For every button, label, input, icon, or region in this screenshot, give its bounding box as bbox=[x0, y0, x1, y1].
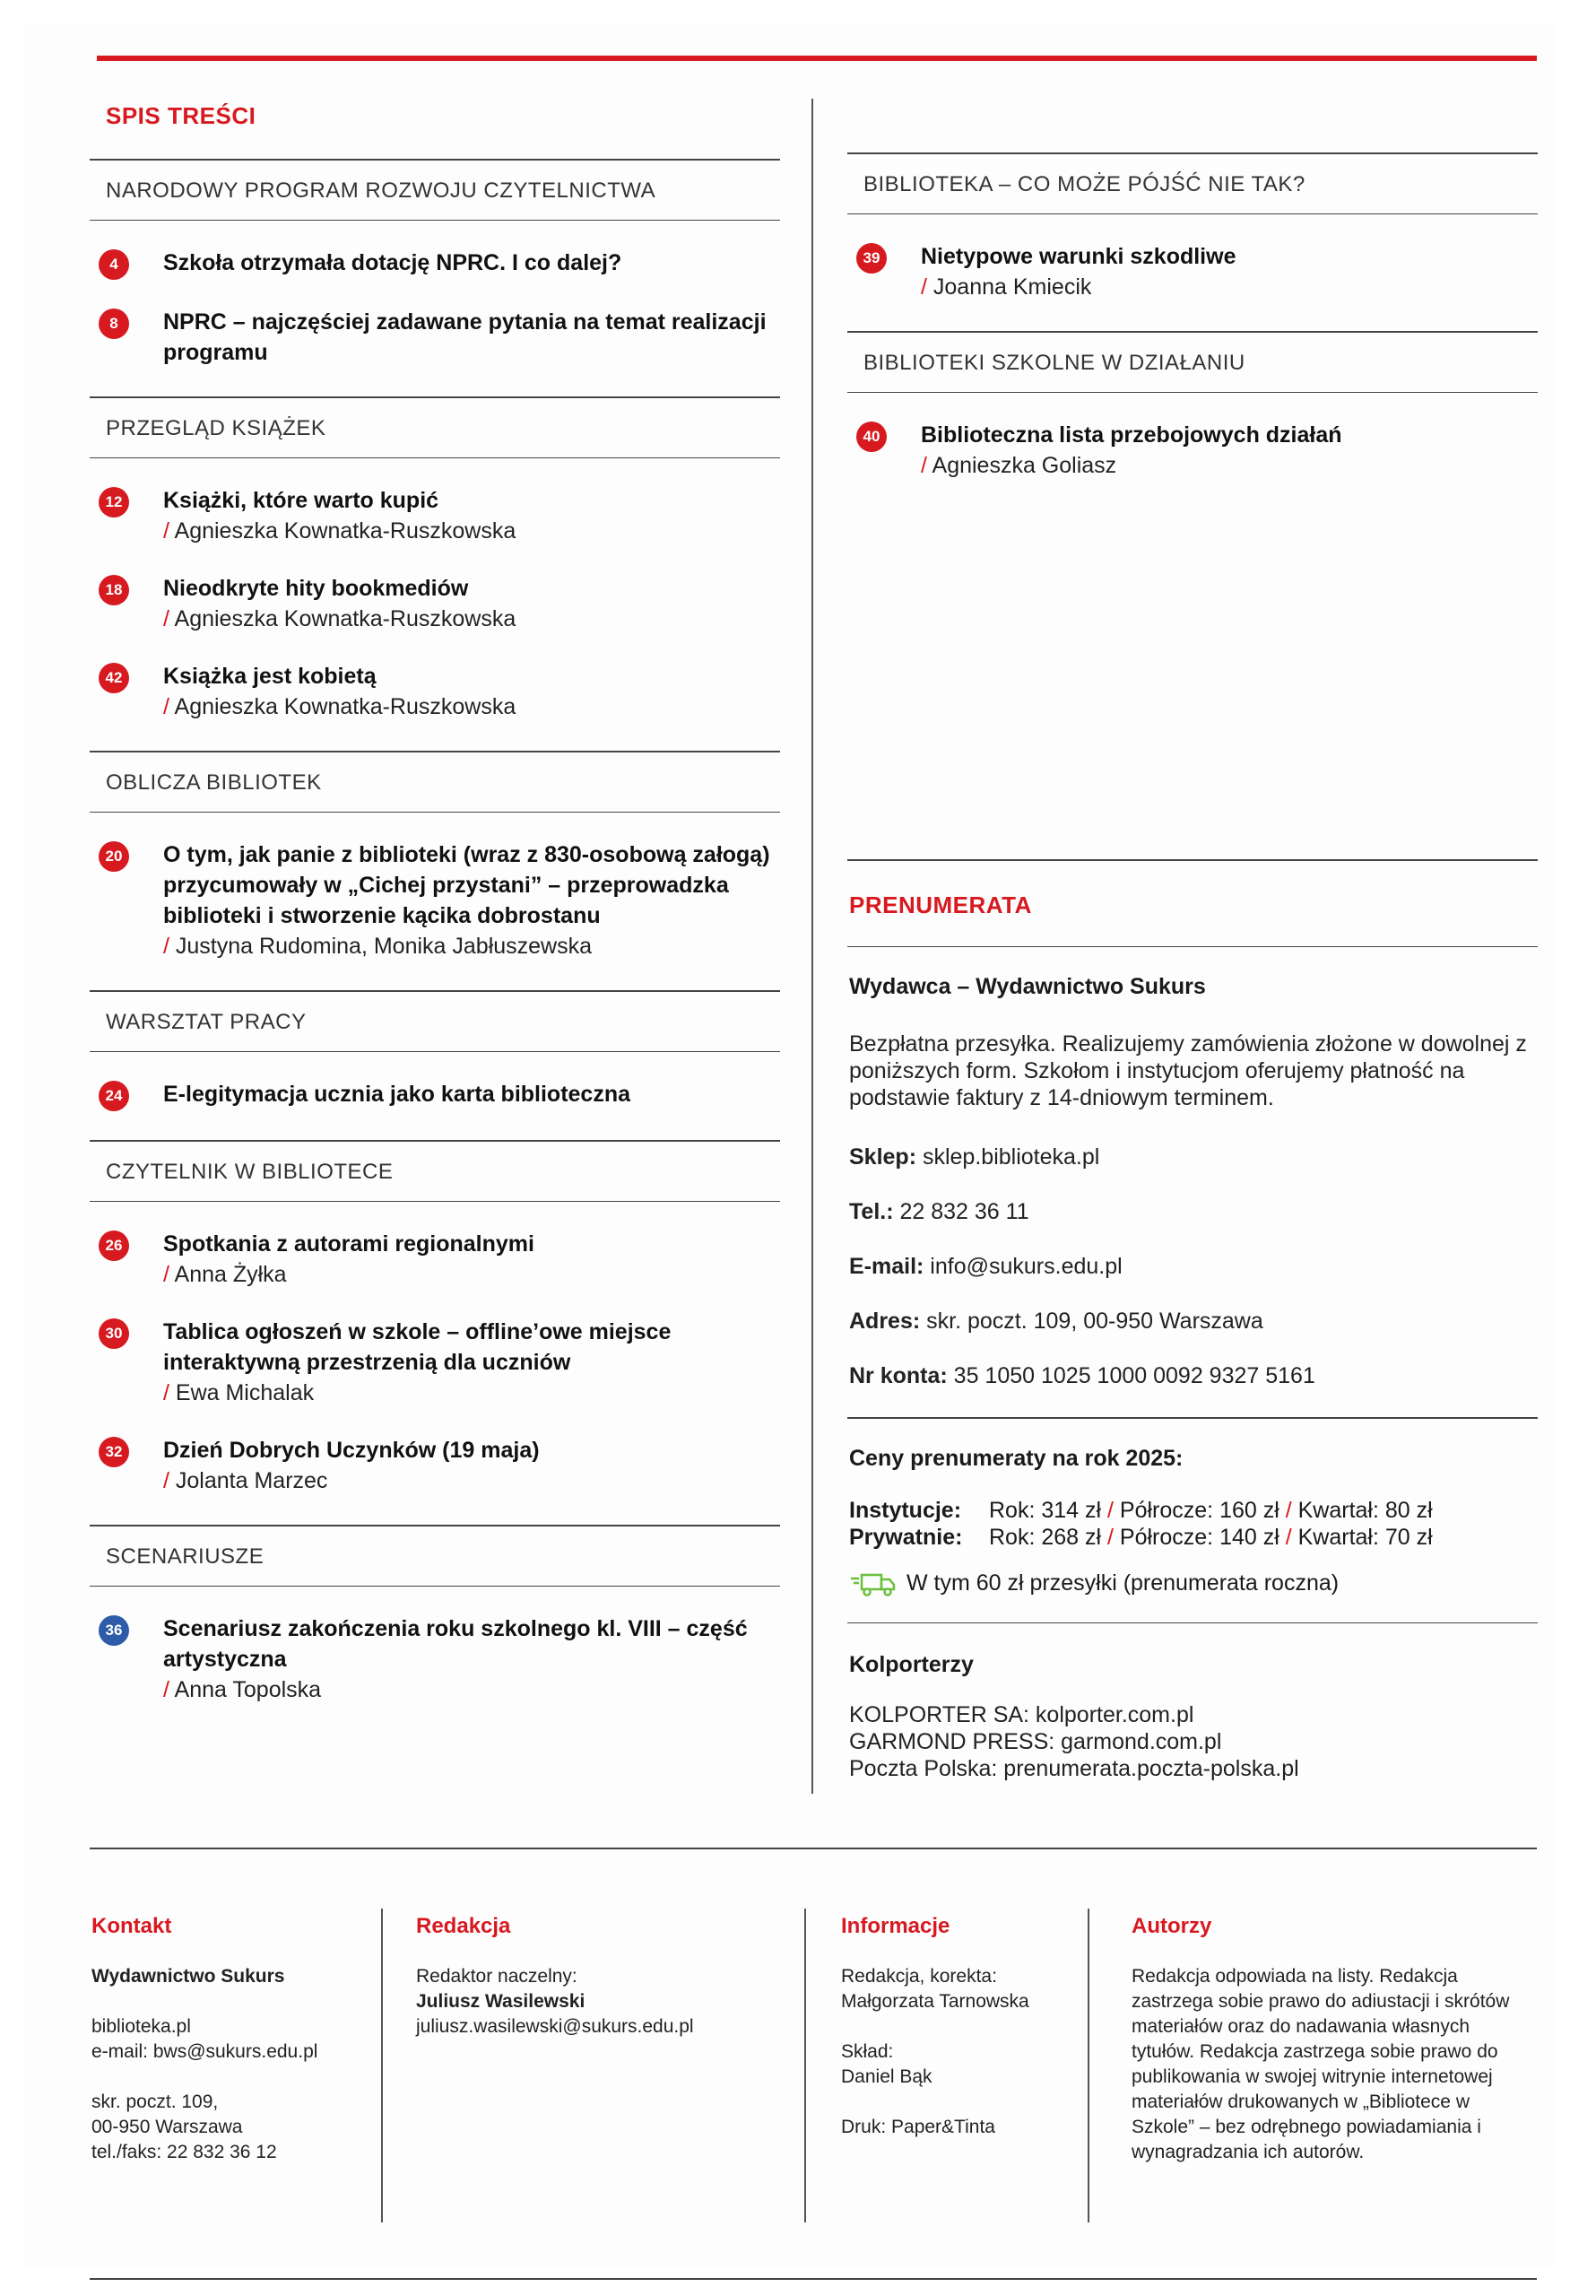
toc-entry-title: Dzień Dobrych Uczynków (19 maja) bbox=[163, 1438, 540, 1463]
price-rok: Rok: 268 zł bbox=[989, 1524, 1102, 1550]
toc-entry-text bbox=[163, 1079, 630, 1109]
footer-divider bbox=[381, 1909, 383, 2222]
toc-entry-title: Książki, które warto kupić bbox=[163, 488, 439, 513]
slash-separator: / bbox=[163, 1677, 175, 1702]
autorzy-text: Redakcja odpowiada na listy. Redakcja zastrzega sobie prawo do adiustacji i skrótów materiałów oraz do nadawania własnych tytułów. Redakcja zastrzega sobie prawo do publikowania w swojej witrynie internetowej materiałów drukowanych w „Bibliotece w Szkole” – bez odrębnego powiadamiania i wynagradzania ich autorów. bbox=[1132, 1966, 1510, 2162]
author-name: Anna Topolska bbox=[174, 1677, 322, 1702]
toc-entry[interactable] bbox=[90, 1079, 780, 1111]
contact-line bbox=[849, 1198, 1538, 1225]
contact-list bbox=[847, 1144, 1538, 1389]
slash-separator: / bbox=[1279, 1524, 1298, 1550]
page-number-badge: 24 bbox=[99, 1081, 129, 1111]
author-name: Anna Żyłka bbox=[174, 1262, 287, 1287]
section-items bbox=[90, 1202, 780, 1525]
contact-label: Tel.: bbox=[849, 1199, 894, 1224]
prenumerata-intro: Bezpłatna przesyłka. Realizujemy zamówienia złożone w dowolnej z poniższych form. Szkołom i instytucjom oferujemy płatność na podstawie faktury z 14-dniowym terminem. bbox=[849, 1031, 1527, 1110]
page-number-badge: 4 bbox=[99, 249, 129, 280]
section-title: BIBLIOTEKI SZKOLNE W DZIAŁANIU bbox=[863, 350, 1245, 375]
toc-entry-text bbox=[163, 839, 780, 961]
info-sklad-label: Skład: bbox=[841, 2041, 894, 2062]
top-red-rule bbox=[97, 56, 1537, 61]
contact-label: Adres: bbox=[849, 1309, 921, 1334]
kontakt-email: e-mail: bws@sukurs.edu.pl bbox=[91, 2041, 318, 2062]
section-items bbox=[90, 458, 780, 751]
toc-right-column bbox=[847, 135, 1538, 1781]
toc-entry[interactable] bbox=[847, 241, 1538, 302]
price-kwartal: Kwartał: 70 zł bbox=[1297, 1524, 1433, 1550]
toc-entry-text bbox=[163, 307, 780, 368]
footer-top-rule bbox=[90, 1848, 1537, 1849]
toc-entry-title: Szkoła otrzymała dotację NPRC. I co dalej? bbox=[163, 250, 622, 275]
kontakt-addr1: skr. poczt. 109, bbox=[91, 2092, 219, 2112]
contact-label: E-mail: bbox=[849, 1254, 924, 1279]
kolporter-line: GARMOND PRESS: garmond.com.pl bbox=[849, 1729, 1222, 1754]
author-name: Justyna Rudomina, Monika Jabłuszewska bbox=[175, 934, 593, 959]
author-name: Agnieszka Goliasz bbox=[932, 453, 1117, 478]
toc-entry-text bbox=[163, 248, 621, 278]
prices-title: Ceny prenumeraty na rok 2025: bbox=[849, 1445, 1184, 1471]
redakcja-role: Redaktor naczelny: bbox=[416, 1966, 577, 1987]
author-name: Jolanta Marzec bbox=[175, 1468, 328, 1493]
price-polrocze: Półrocze: 140 zł bbox=[1119, 1524, 1279, 1550]
toc-entry-text bbox=[163, 1613, 780, 1705]
toc-entry-title: Książka jest kobietą bbox=[163, 664, 377, 689]
contact-value[interactable]: 35 1050 1025 1000 0092 9327 5161 bbox=[947, 1363, 1315, 1388]
toc-entry-title: O tym, jak panie z biblioteki (wraz z 830-osobową załogą) przycumowały w „Cichej przystani” – przeprowadzka biblioteki i stworzenie kącika dobrostanu bbox=[163, 842, 770, 928]
toc-entry[interactable] bbox=[90, 573, 780, 634]
section-items bbox=[90, 1052, 780, 1140]
slash-separator: / bbox=[1279, 1497, 1298, 1523]
page-number-badge: 40 bbox=[856, 422, 887, 452]
footer-bottom-rule bbox=[90, 2278, 1537, 2280]
contact-label: Nr konta: bbox=[849, 1363, 948, 1388]
page-number-badge: 8 bbox=[99, 309, 129, 339]
toc-entry-author bbox=[921, 272, 1236, 302]
slash-separator: / bbox=[163, 694, 175, 719]
info-druk: Druk: Paper&Tinta bbox=[841, 2117, 995, 2137]
prenumerata-title: PRENUMERATA bbox=[849, 891, 1032, 918]
kontakt-web: biblioteka.pl bbox=[91, 2016, 191, 2037]
toc-entry-author bbox=[163, 516, 516, 546]
page-number-badge: 18 bbox=[99, 575, 129, 605]
toc-entry-text bbox=[163, 573, 516, 634]
toc-entry-text bbox=[163, 1229, 534, 1290]
price-kwartal: Kwartał: 80 zł bbox=[1297, 1497, 1433, 1523]
shipping-note-row bbox=[847, 1551, 1538, 1622]
page-number-badge: 12 bbox=[99, 487, 129, 517]
toc-entry[interactable] bbox=[90, 1435, 780, 1496]
page-number-badge: 36 bbox=[99, 1615, 129, 1646]
section-title: WARSZTAT PRACY bbox=[106, 1009, 307, 1034]
toc-left-column bbox=[90, 99, 780, 1734]
toc-entry-title: NPRC – najczęściej zadawane pytania na temat realizacji programu bbox=[163, 309, 767, 365]
prenumerata-section bbox=[847, 859, 1538, 1782]
price-values bbox=[989, 1524, 1433, 1551]
publisher-line: Wydawca – Wydawnictwo Sukurs bbox=[849, 974, 1206, 999]
column-divider bbox=[811, 99, 813, 1794]
toc-entry[interactable] bbox=[90, 485, 780, 546]
slash-separator: / bbox=[163, 1380, 176, 1405]
kolporter-line: KOLPORTER SA: kolporter.com.pl bbox=[849, 1702, 1194, 1727]
toc-entry-author bbox=[163, 931, 780, 961]
toc-entry-author bbox=[163, 1259, 534, 1290]
contact-value[interactable]: 22 832 36 11 bbox=[893, 1199, 1029, 1224]
toc-entry-author bbox=[163, 1378, 780, 1408]
price-rok: Rok: 314 zł bbox=[989, 1497, 1102, 1523]
contact-line bbox=[849, 1308, 1538, 1335]
contact-value[interactable]: skr. poczt. 109, 00-950 Warszawa bbox=[920, 1309, 1263, 1334]
toc-entry[interactable] bbox=[90, 661, 780, 722]
contact-label: Sklep: bbox=[849, 1144, 917, 1170]
section-items bbox=[847, 393, 1538, 509]
toc-entry-title: Tablica ogłoszeń w szkole – offline’owe miejsce interaktywną przestrzenią dla uczniów bbox=[163, 1319, 672, 1375]
section-title: CZYTELNIK W BIBLIOTECE bbox=[106, 1159, 394, 1184]
slash-separator: / bbox=[163, 934, 176, 959]
author-name: Agnieszka Kownatka-Ruszkowska bbox=[174, 518, 516, 544]
toc-entry-text bbox=[163, 485, 516, 546]
section-title: SCENARIUSZE bbox=[106, 1544, 265, 1569]
redakcja-email: juliusz.wasilewski@sukurs.edu.pl bbox=[416, 2016, 694, 2037]
toc-entry[interactable] bbox=[90, 1229, 780, 1290]
price-table bbox=[847, 1497, 1538, 1551]
contact-line bbox=[849, 1144, 1538, 1170]
toc-entry-title: Spotkania z autorami regionalnymi bbox=[163, 1231, 534, 1257]
author-name: Agnieszka Kownatka-Ruszkowska bbox=[174, 606, 516, 631]
toc-entry-text bbox=[921, 241, 1236, 302]
info-sklad-name: Daniel Bąk bbox=[841, 2066, 932, 2087]
toc-entry-author bbox=[163, 691, 516, 722]
toc-entry-title: Biblioteczna lista przebojowych działań bbox=[921, 422, 1342, 448]
toc-entry-text bbox=[921, 420, 1342, 481]
footer-kontakt-title: Kontakt bbox=[91, 1914, 172, 1938]
toc-entry-author bbox=[163, 604, 516, 634]
kolporterzy-title: Kolporterzy bbox=[849, 1652, 974, 1677]
info-korekta-label: Redakcja, korekta: bbox=[841, 1966, 997, 1987]
toc-entry-text bbox=[163, 1435, 540, 1496]
price-polrocze: Półrocze: 160 zł bbox=[1119, 1497, 1279, 1523]
section-items bbox=[847, 214, 1538, 331]
page-number-badge: 39 bbox=[856, 243, 887, 274]
footer-informacje bbox=[841, 1914, 1110, 2140]
price-values bbox=[989, 1497, 1433, 1524]
kolporterzy-list bbox=[847, 1701, 1538, 1782]
kontakt-addr2: 00-950 Warszawa bbox=[91, 2117, 243, 2137]
toc-entry[interactable] bbox=[90, 839, 780, 961]
toc-sections-left bbox=[90, 159, 780, 1734]
toc-entry-author bbox=[163, 1465, 540, 1496]
slash-separator: / bbox=[163, 518, 175, 544]
section-title: PRZEGLĄD KSIĄŻEK bbox=[106, 415, 326, 440]
slash-separator: / bbox=[921, 274, 933, 300]
toc-sections-right bbox=[847, 152, 1538, 509]
page-number-badge: 30 bbox=[99, 1318, 129, 1349]
kontakt-tel: tel./faks: 22 832 36 12 bbox=[91, 2142, 277, 2162]
toc-entry-author bbox=[921, 450, 1342, 481]
toc-entry-title: Nieodkryte hity bookmediów bbox=[163, 576, 469, 601]
footer-autorzy bbox=[1132, 1914, 1526, 2165]
toc-entry-title: Scenariusz zakończenia roku szkolnego kl. VIII – część artystyczna bbox=[163, 1616, 748, 1672]
toc-entry-author bbox=[163, 1674, 780, 1705]
price-row bbox=[849, 1497, 1538, 1524]
author-name: Ewa Michalak bbox=[175, 1380, 315, 1405]
author-name: Joanna Kmiecik bbox=[932, 274, 1092, 300]
section-title: BIBLIOTEKA – CO MOŻE PÓJŚĆ NIE TAK? bbox=[863, 171, 1305, 196]
contact-line bbox=[849, 1253, 1538, 1280]
kolporter-line: Poczta Polska: prenumerata.poczta-polska.pl bbox=[849, 1756, 1299, 1781]
toc-entry[interactable] bbox=[90, 1613, 780, 1705]
slash-separator: / bbox=[1101, 1524, 1120, 1550]
toc-entry-title: Nietypowe warunki szkodliwe bbox=[921, 244, 1236, 269]
page-number-badge: 20 bbox=[99, 841, 129, 872]
truck-icon bbox=[849, 1570, 898, 1597]
contact-line bbox=[849, 1362, 1538, 1389]
toc-entry-text bbox=[163, 661, 516, 722]
footer-kontakt bbox=[91, 1914, 378, 2165]
section-items bbox=[90, 1587, 780, 1734]
page-number-badge: 42 bbox=[99, 663, 129, 693]
page-number-badge: 32 bbox=[99, 1437, 129, 1467]
toc-title: SPIS TREŚCI bbox=[106, 102, 256, 129]
footer-autorzy-title: Autorzy bbox=[1132, 1914, 1212, 1938]
slash-separator: / bbox=[163, 606, 175, 631]
slash-separator: / bbox=[1101, 1497, 1120, 1523]
price-label: Prywatnie: bbox=[849, 1524, 963, 1550]
author-name: Agnieszka Kownatka-Ruszkowska bbox=[174, 694, 516, 719]
page-number-badge: 26 bbox=[99, 1231, 129, 1261]
section-items bbox=[90, 813, 780, 990]
slash-separator: / bbox=[163, 1262, 175, 1287]
price-row bbox=[849, 1524, 1538, 1551]
slash-separator: / bbox=[921, 453, 932, 478]
toc-entry[interactable] bbox=[90, 1317, 780, 1408]
redakcja-name: Juliusz Wasilewski bbox=[416, 1991, 585, 2012]
toc-entry-title: E-legitymacja ucznia jako karta biblioteczna bbox=[163, 1082, 631, 1107]
section-title: OBLICZA BIBLIOTEK bbox=[106, 770, 322, 795]
toc-entry-text bbox=[163, 1317, 780, 1408]
toc-entry[interactable] bbox=[90, 248, 780, 280]
contact-value[interactable]: info@sukurs.edu.pl bbox=[924, 1254, 1123, 1279]
section-title: NARODOWY PROGRAM ROZWOJU CZYTELNICTWA bbox=[106, 178, 656, 203]
footer-redakcja bbox=[416, 1914, 828, 2039]
shipping-note: W tym 60 zł przesyłki (prenumerata roczna) bbox=[906, 1570, 1340, 1596]
kontakt-name: Wydawnictwo Sukurs bbox=[91, 1966, 285, 1987]
price-label: Instytucje: bbox=[849, 1497, 962, 1523]
contact-value[interactable]: sklep.biblioteka.pl bbox=[916, 1144, 1100, 1170]
info-korekta-name: Małgorzata Tarnowska bbox=[841, 1991, 1029, 2012]
section-items bbox=[90, 221, 780, 396]
slash-separator: / bbox=[163, 1468, 176, 1493]
footer-informacje-title: Informacje bbox=[841, 1914, 950, 1938]
toc-entry[interactable] bbox=[90, 307, 780, 368]
toc-entry[interactable] bbox=[847, 420, 1538, 481]
footer-redakcja-title: Redakcja bbox=[416, 1914, 511, 1938]
